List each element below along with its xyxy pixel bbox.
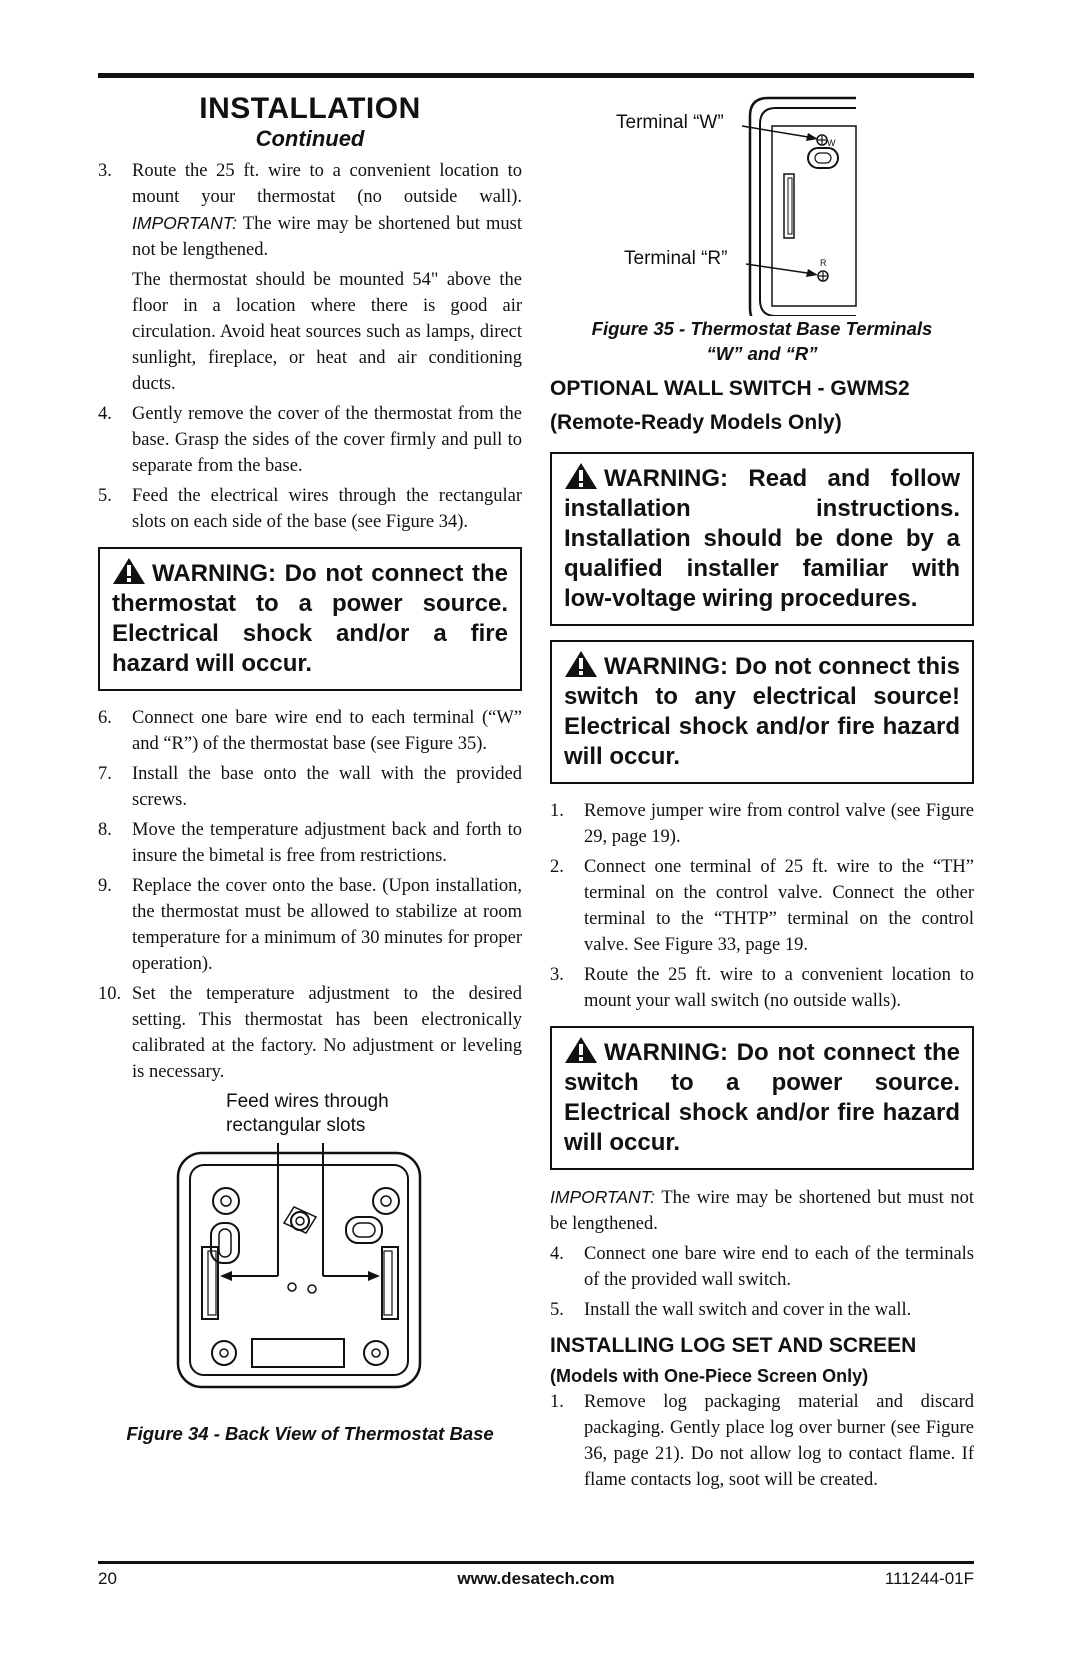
step-10 [98, 981, 522, 1085]
step-text: Feed the electrical wires through the rectangular slots on each side of the base (see Figure 34). [132, 486, 522, 532]
step-5 [98, 483, 522, 535]
wall-switch-subheading: (Remote-Ready Models Only) [550, 411, 842, 434]
figure-34-label-line-1: Feed wires through [226, 1091, 389, 1112]
step-8 [98, 817, 522, 869]
step-text: Move the temperature adjustment back and forth to insure the bimetal is free from restrictions. [132, 820, 522, 866]
thermostat-terminal-drawing [550, 86, 974, 316]
steps-list-5 [550, 1241, 974, 1323]
figure-34 [98, 1091, 522, 1451]
terminal-r-mark: R [820, 258, 827, 268]
step-number: 5. [98, 486, 112, 506]
warning-text: WARNING: Do not connect the switch to a power source. Electrical shock and/or fire hazard will occur. [564, 1039, 960, 1156]
step-7 [98, 761, 522, 813]
wall-switch-heading: OPTIONAL WALL SWITCH - GWMS2 [550, 377, 910, 400]
wall-switch-step-3 [550, 962, 974, 1014]
step-number: 10. [98, 984, 122, 1004]
steps-list-3 [98, 705, 522, 1085]
terminal-w-label: Terminal “W” [616, 112, 724, 133]
right-column [550, 86, 974, 1497]
warning-text: WARNING: Read and follow installation instructions. Installation should be done by a qualified installer familiar with low-voltage wiring procedures. [564, 465, 960, 612]
step-number: 6. [98, 708, 112, 728]
warning-box-4 [550, 1026, 974, 1170]
step-number: 1. [550, 801, 564, 821]
warning-text: WARNING: Do not connect the thermostat to a power source. Electrical shock and/or a fire hazard will occur. [112, 560, 508, 677]
warning-box-1 [98, 547, 522, 691]
figure-35-caption-line-1: Figure 35 - Thermostat Base Terminals [591, 318, 933, 339]
step-text: Remove jumper wire from control valve (see Figure 29, page 19). [584, 801, 974, 847]
warning-box-3 [550, 640, 974, 784]
wall-switch-step-1 [550, 798, 974, 850]
step-number: 1. [550, 1392, 564, 1412]
step-text: Gently remove the cover of the thermostat from the base. Grasp the sides of the cover firmly and pull to separate from the base. [132, 404, 522, 476]
step-number: 4. [550, 1244, 564, 1264]
step-6 [98, 705, 522, 757]
step-number: 8. [98, 820, 112, 840]
left-column [98, 86, 522, 1451]
step-text: Route the 25 ft. wire to a convenient location to mount your thermostat (no outside wall). [132, 161, 522, 207]
step-number: 5. [550, 1300, 564, 1320]
wall-switch-step-2 [550, 854, 974, 958]
step-number: 2. [550, 857, 564, 877]
warning-triangle-icon [564, 462, 598, 490]
warning-text: WARNING: Do not connect this switch to any electrical source! Electrical shock and/or fire hazard will occur. [564, 653, 960, 770]
step-text: Install the wall switch and cover in the wall. [584, 1300, 912, 1320]
step-text: Connect one bare wire end to each terminal (“W” and “R”) of the thermostat base (see Figure 35). [132, 708, 522, 754]
step-3-paragraph: The thermostat should be mounted 54" above the floor in a location where there is good air circulation. Avoid heat sources such as lamps, direct sunlight, fireplace, or heat and air conditioning ducts. [132, 270, 522, 394]
log-set-subheading: (Models with One-Piece Screen Only) [550, 1366, 869, 1386]
terminal-r-label: Terminal “R” [624, 248, 728, 269]
step-text: Connect one bare wire end to each of the terminals of the provided wall switch. [584, 1244, 974, 1290]
warning-box-2 [550, 452, 974, 626]
step-number: 3. [550, 965, 564, 985]
step-3 [98, 158, 522, 263]
warning-triangle-icon [564, 1036, 598, 1064]
page-number: 20 [98, 1569, 117, 1588]
steps-list-1 [98, 158, 522, 263]
warning-triangle-icon [112, 557, 146, 585]
document-number: 111244-01F [884, 1569, 974, 1588]
important-label: IMPORTANT: [550, 1187, 655, 1207]
figure-34-label-line-2: rectangular slots [226, 1115, 366, 1136]
step-text: Replace the cover onto the base. (Upon installation, the thermostat must be allowed to stabilize at room temperature for a minimum of 30 minutes for proper operation). [132, 876, 522, 974]
steps-list-2 [98, 401, 522, 535]
section-subtitle: Continued [255, 126, 365, 151]
figure-35-caption-line-2: “W” and “R” [706, 343, 818, 364]
step-4 [98, 401, 522, 479]
important-text: The wire may be shortened but must not be lengthened. [132, 214, 522, 260]
steps-list-4 [550, 798, 974, 1014]
step-text: Connect one terminal of 25 ft. wire to the “TH” terminal on the control valve. Connect the other terminal to the “THTP” terminal on the control valve. See Figure 33, page 19. [584, 857, 974, 955]
website-link[interactable]: www.desatech.com [457, 1569, 615, 1588]
important-label: IMPORTANT: [132, 213, 237, 233]
log-set-step-1 [550, 1389, 974, 1493]
step-text: Remove log packaging material and discard packaging. Gently place log over burner (see Figure 36, page 21). Do not allow log to contact flame. If flame contacts log, soot will be created. [584, 1392, 974, 1490]
wall-switch-step-5 [550, 1297, 974, 1323]
warning-triangle-icon [564, 650, 598, 678]
step-number: 7. [98, 764, 112, 784]
step-text: Install the base onto the wall with the provided screws. [132, 764, 522, 810]
section-title: INSTALLATION [199, 92, 421, 125]
step-number: 4. [98, 404, 112, 424]
step-text: Set the temperature adjustment to the desired setting. This thermostat has been electronically calibrated at the factory. No adjustment or leveling is necessary. [132, 984, 522, 1082]
figure-34-caption: Figure 34 - Back View of Thermostat Base [126, 1423, 494, 1444]
step-number: 3. [98, 161, 112, 181]
step-number: 9. [98, 876, 112, 896]
wall-switch-step-4 [550, 1241, 974, 1293]
terminal-w-mark: W [827, 138, 836, 148]
bottom-rule [98, 1561, 974, 1564]
step-9 [98, 873, 522, 977]
important-text: The wire may be shortened but must not be lengthened. [550, 1188, 974, 1234]
thermostat-base-drawing [98, 1143, 522, 1443]
top-rule [98, 73, 974, 78]
step-text: Route the 25 ft. wire to a convenient location to mount your wall switch (no outside walls). [584, 965, 974, 1011]
figure-35 [550, 86, 974, 316]
important-note [550, 1184, 974, 1237]
log-set-heading: INSTALLING LOG SET AND SCREEN [550, 1334, 917, 1357]
steps-list-6 [550, 1389, 974, 1493]
